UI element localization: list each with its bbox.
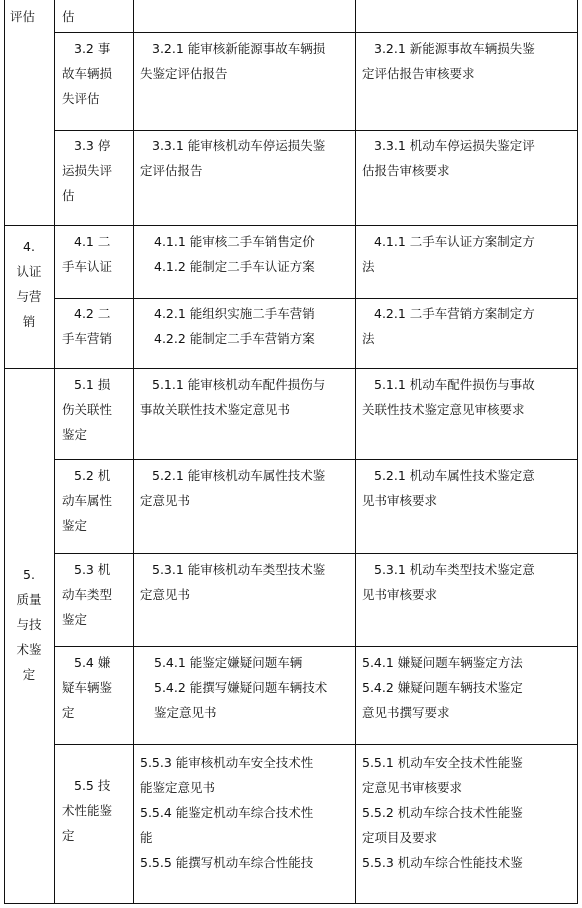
column-divider-1	[54, 0, 55, 904]
row-divider	[54, 298, 578, 299]
skill-cell	[140, 36, 352, 86]
subcategory-text: 3.2 事 故车辆损 失评估	[62, 41, 113, 106]
skill-text: 4.1.1 能审核二手车销售定价 4.1.2 能制定二手车认证方案	[154, 234, 315, 274]
subcategory-cell	[62, 650, 130, 725]
subcategory-cell	[62, 133, 130, 208]
category-text: 4. 认证 与营 销	[16, 239, 42, 329]
knowledge-cell	[362, 463, 574, 513]
subcategory-cell	[62, 463, 130, 538]
skill-text: 5.3.1 能审核机动车类型技术鉴 定意见书	[140, 562, 326, 602]
subcategory-cell	[62, 773, 130, 848]
knowledge-text: 5.1.1 机动车配件损伤与事故 关联性技术鉴定意见审核要求	[362, 377, 535, 417]
skill-text: 5.2.1 能审核机动车属性技术鉴 定意见书	[140, 468, 326, 508]
row-divider	[4, 368, 578, 369]
knowledge-cell	[362, 557, 574, 607]
skill-cell	[140, 372, 352, 422]
skill-text: 4.2.1 能组织实施二手车营销 4.2.2 能制定二手车营销方案	[154, 306, 315, 346]
subcategory-text: 5.4 嫌 疑车辆鉴 定	[62, 655, 113, 720]
knowledge-cell	[362, 372, 574, 422]
category-cell	[6, 234, 52, 334]
knowledge-cell	[362, 750, 574, 875]
skill-cell	[154, 301, 352, 351]
row-divider	[54, 744, 578, 745]
subcategory-cell	[62, 4, 130, 29]
category-cell	[6, 562, 52, 687]
knowledge-cell	[362, 229, 574, 279]
row-divider	[4, 225, 578, 226]
category-cell	[10, 4, 52, 29]
subcategory-text: 5.1 损 伤关联性 鉴定	[62, 377, 113, 442]
row-divider	[54, 32, 578, 33]
subcategory-cell	[62, 557, 130, 632]
knowledge-text: 5.4.1 嫌疑问题车辆鉴定方法 5.4.2 嫌疑问题车辆技术鉴定 意见书撰写要求	[362, 655, 523, 720]
row-divider	[54, 459, 578, 460]
skill-cell	[140, 650, 352, 725]
category-text: 5. 质量 与技 术鉴 定	[16, 567, 42, 682]
table-border-bottom	[4, 903, 578, 904]
knowledge-text: 5.3.1 机动车类型技术鉴定意 见书审核要求	[362, 562, 535, 602]
subcategory-text: 估	[62, 9, 75, 24]
skill-cell	[154, 229, 352, 279]
subcategory-cell	[62, 301, 130, 351]
subcategory-text: 5.5 技 术性能鉴 定	[62, 778, 113, 843]
skill-text: 5.5.3 能审核机动车安全技术性 能鉴定意见书 5.5.4 能鉴定机动车综合技术性 能 5.5.5 能撰写机动车综合性能技	[140, 755, 314, 870]
knowledge-text: 3.2.1 新能源事故车辆损失鉴 定评估报告审核要求	[362, 41, 535, 81]
knowledge-text: 5.2.1 机动车属性技术鉴定意 见书审核要求	[362, 468, 535, 508]
row-divider	[54, 130, 578, 131]
knowledge-text: 3.3.1 机动车停运损失鉴定评 估报告审核要求	[362, 138, 535, 178]
row-divider	[54, 646, 578, 647]
skill-cell	[140, 750, 352, 875]
skill-cell	[140, 133, 352, 183]
skill-text: 5.1.1 能审核机动车配件损伤与 事故关联性技术鉴定意见书	[140, 377, 326, 417]
column-divider-3	[355, 0, 356, 904]
row-divider	[54, 553, 578, 554]
knowledge-cell	[362, 36, 574, 86]
knowledge-cell	[362, 650, 574, 725]
knowledge-text: 4.1.1 二手车认证方案制定方 法	[362, 234, 535, 274]
column-divider-2	[133, 0, 134, 904]
knowledge-text: 4.2.1 二手车营销方案制定方 法	[362, 306, 535, 346]
table-border-right	[577, 0, 578, 904]
table-border-left	[4, 0, 5, 904]
subcategory-cell	[62, 229, 130, 279]
knowledge-text: 5.5.1 机动车安全技术性能鉴 定意见书审核要求 5.5.2 机动车综合技术性能鉴 定项目及要求 5.5.3 机动车综合性能技术鉴	[362, 755, 523, 870]
subcategory-cell	[62, 36, 130, 111]
subcategory-cell	[62, 372, 130, 447]
category-text: 评估	[10, 9, 36, 24]
subcategory-text: 4.2 二 手车营销	[62, 306, 113, 346]
skill-cell	[140, 557, 352, 607]
skill-text: 3.3.1 能审核机动车停运损失鉴 定评估报告	[140, 138, 326, 178]
subcategory-text: 5.2 机 动车属性 鉴定	[62, 468, 113, 533]
subcategory-text: 5.3 机 动车类型 鉴定	[62, 562, 113, 627]
knowledge-cell	[362, 133, 574, 183]
skill-cell	[140, 463, 352, 513]
subcategory-text: 4.1 二 手车认证	[62, 234, 113, 274]
subcategory-text: 3.3 停 运损失评 估	[62, 138, 113, 203]
knowledge-cell	[362, 301, 574, 351]
skill-text: 3.2.1 能审核新能源事故车辆损 失鉴定评估报告	[140, 41, 326, 81]
skill-text: 5.4.1 能鉴定嫌疑问题车辆 5.4.2 能撰写嫌疑问题车辆技术 鉴定意见书	[154, 655, 328, 720]
